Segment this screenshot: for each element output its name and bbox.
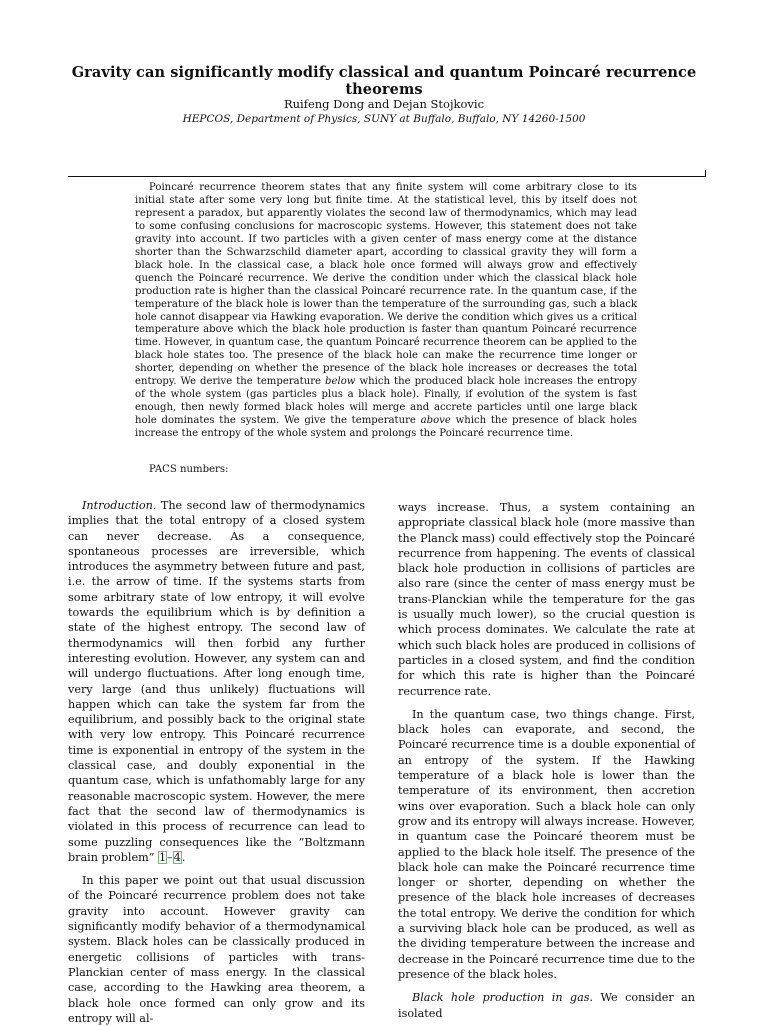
paragraph-continuation: ways increase. Thus, a system containing an appropriate classical black hole (more massive than the Planck mass) could effectively stop the Poincaré recurrence from happening. The events of classical black hole production in collisions of particles are also rare (since the center of mass energy must be trans-Planckian while the temperature for the gas is usually much lower), so the crucial question is which process dominates. We calculate the rate at which such black holes are produced in collisions of particles in a closed system, and find the condition for which this rate is higher than the Poincaré recurrence rate. [398, 501, 695, 698]
abstract-emphasis-above: above [420, 415, 451, 427]
paragraph-gravity: In this paper we point out that usual discussion of the Poincaré recurrence problem does not take gravity into account. However gravity can significantly modify behavior of a thermodynamical system. Black holes can be classically produced in energetic collisions of particles with trans-Planckian center of mass energy. In the classical case, according to the Hawking area theorem, a black hole once formed can only grow and its entropy will al- [68, 874, 365, 1025]
header-rule [68, 176, 706, 177]
header-rule-tick [705, 170, 706, 176]
intro-end: . [181, 850, 186, 864]
abstract-text-2: which the produced black hole increases the entropy of the whole system (gas particles plus a black hole). Finally, if evolution of the system is fast enough, then newly formed black holes will merge and accrete particles until one large black hole dominates the system. We give the temperature [135, 376, 637, 427]
paragraph-quantum-case: In the quantum case, two things change. First, black holes can evaporate, and second, the Poincaré recurrence time is a double exponential of an entropy of the system. If the Hawking temperature of a black hole is lower than the temperature of its environment, then accretion wins over evaporation. Such a black hole can only grow and its entropy will always increase. However, in quantum case the Poincaré theorem must be applied to the black hole itself. The presence of the black hole can make the Poincaré recurrence time longer or shorter, depending on whether the presence of the black hole increases of decreases the total entropy. We derive the condition for which a surviving black hole can be produced, as well as the dividing temperature between the increase and decrease in the Poincaré recurrence time due to the presence of the black holes. [398, 707, 695, 981]
paper-authors: Ruifeng Dong and Dejan Stojkovic [283, 97, 485, 111]
citation-link-4[interactable]: 4 [173, 850, 181, 864]
abstract-emphasis-below: below [325, 376, 356, 388]
citation-separator: – [167, 850, 173, 864]
citation-link-1[interactable]: 1 [159, 850, 167, 864]
paper-affiliation: HEPCOS, Department of Physics, SUNY at Buffalo, Buffalo, NY 14260-1500 [182, 113, 586, 125]
pacs-numbers: PACS numbers: [149, 464, 229, 475]
intro-paragraph [68, 498, 365, 865]
paragraph-bh-production [398, 990, 695, 1021]
bh-production-text: We consider an isolated [398, 991, 696, 1020]
paper-title: Gravity can significantly modify classical and quantum Poincaré recurrence theorems [71, 64, 697, 98]
right-column [398, 500, 695, 1021]
abstract-text-1: Poincaré recurrence theorem states that any finite system will come arbitrary close to its initial state after some very long but finite time. At the statistical level, this by itself does not represent a paradox, but apparently violates the second law of thermodynamics, which may lead to some confusing conclusions for macroscopic systems. However, this statement does not take gravity into account. If two particles with a given center of mass energy come at the distance shorter than the Schwarzschild diameter apart, according to classical gravity they will form a black hole. In the classical case, a black hole once formed will always grow and effectively quench the Poincaré recurrence. We derive the condition under which the classical black hole production rate is higher than the classical Poincaré recurrence rate. In the quantum case, if the temperature of the black hole is lower than the temperature of the surrounding gas, such a black hole cannot disappear via Hawking evaporation. We derive the condition which gives us a critical temperature above which the black hole production is faster than quantum Poincaré recurrence time. However, in quantum case, the quantum Poincaré recurrence theorem can be applied to the black hole states too. The presence of the black hole can make the recurrence time longer or shorter, depending on whether the presence of the black hole increases or decreases the total entropy. We derive the temperature [135, 182, 638, 388]
section-heading-bh-production: Black hole production in gas. [412, 991, 594, 1005]
left-column [68, 498, 365, 1026]
abstract-paragraph [135, 182, 637, 441]
intro-text: The second law of thermodynamics implies that the total entropy of a closed system can never decrease. As a consequence, spontaneous processes are irreversible, which introduces the asymmetry between future and past, i.e. the arrow of time. If the systems starts from some arbitrary state of low entropy, it will evolve towards the equilibrium which is by definition a state of the highest entropy. The second law of thermodynamics will then forbid any further interesting evolution. However, any system can and will undergo fluctuations. After long enough time, very large (and thus unlikely) fluctuations will happen which can take the system far from the equilibrium, and possibly back to the original state with very low entropy. This Poincaré recurrence time is exponential in entropy of the system in the classical case, and doubly exponential in the quantum case, which is unfathomably large for any reasonable macroscopic system. However, the mere fact that the second law of thermodynamics is violated in this process of recurrence can lead to some puzzling consequences like the ”Boltzmann brain problem” [68, 499, 365, 864]
abstract-text-3: which the presence of black holes increase the entropy of the whole system and prolongs the Poincaré recurrence time. [135, 415, 637, 440]
intro-heading: Introduction. [82, 499, 157, 512]
abstract [135, 182, 637, 441]
